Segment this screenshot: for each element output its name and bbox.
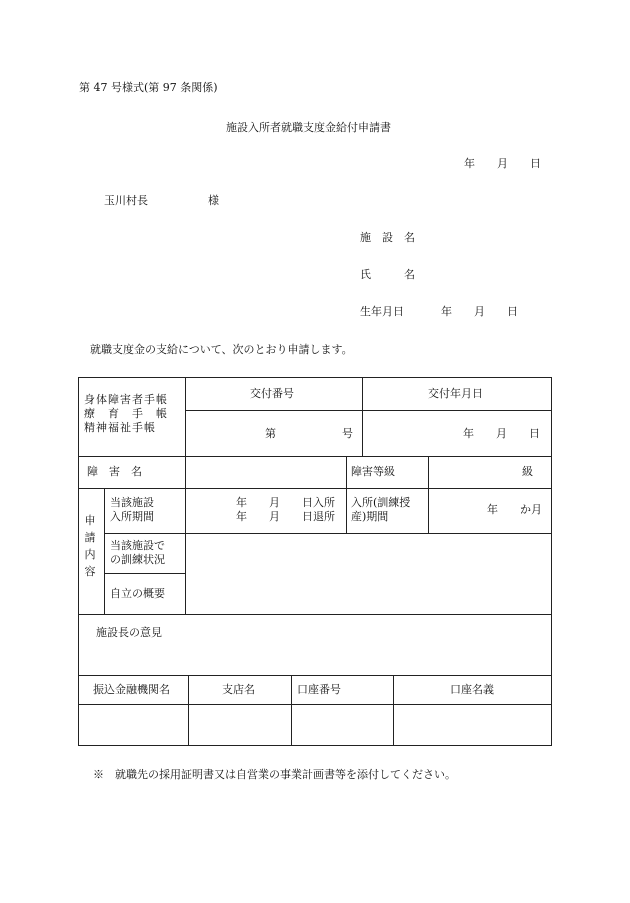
stay-in-date[interactable]: 年 月 日入所 — [236, 496, 335, 509]
form-number: 第 47 号様式(第 97 条関係) — [79, 81, 218, 94]
account-number-label: 口座番号 — [297, 683, 341, 696]
training-period-value[interactable]: 年 か月 — [487, 503, 542, 516]
issue-number-field[interactable]: 第 号 — [265, 427, 353, 440]
application-date: 年 月 日 — [464, 157, 541, 170]
issue-date-label: 交付年月日 — [428, 387, 483, 400]
issue-date-field[interactable]: 年 月 日 — [463, 427, 540, 440]
disability-name-label: 障 害 名 — [87, 465, 142, 478]
applicant-name-label: 氏 名 — [360, 268, 415, 281]
birth-date-label: 生年月日 — [360, 305, 404, 318]
intro-text: 就職支度金の支給について、次のとおり申請します。 — [90, 343, 353, 356]
director-opinion-label: 施設長の意見 — [96, 626, 162, 639]
branch-name-label: 支店名 — [222, 683, 255, 696]
form-title: 施設入所者就職支度金給付申請書 — [226, 121, 391, 134]
independence-label: 自立の概要 — [110, 587, 165, 600]
handbook-types — [84, 393, 168, 435]
bank-name-label: 振込金融機関名 — [93, 683, 170, 696]
stay-period-label: 当該施設 入所期間 — [110, 496, 154, 523]
stay-out-date[interactable]: 年 月 日退所 — [236, 510, 335, 523]
issue-number-label: 交付番号 — [250, 387, 294, 400]
disability-grade-unit: 級 — [522, 465, 533, 478]
handbook-physical: 身体障害者手帳 — [84, 393, 168, 406]
facility-name-label: 施 設 名 — [360, 231, 415, 244]
account-name-label: 口座名義 — [450, 683, 494, 696]
application-content-label: 申請内容 — [84, 514, 96, 578]
training-status-label: 当該施設で の訓練状況 — [110, 539, 165, 566]
honorific: 様 — [208, 194, 219, 207]
birth-date-value: 年 月 日 — [441, 305, 518, 318]
training-period-label: 入所(訓練授 産)期間 — [351, 496, 411, 523]
handbook-rehabilitation: 療 育 手 帳 — [84, 407, 168, 420]
addressee: 玉川村長 — [104, 194, 148, 207]
attachment-note: ※ 就職先の採用証明書又は自営業の事業計画書等を添付してください。 — [93, 768, 456, 781]
disability-grade-label: 障害等級 — [351, 465, 395, 478]
handbook-mental: 精神福祉手帳 — [84, 421, 156, 434]
